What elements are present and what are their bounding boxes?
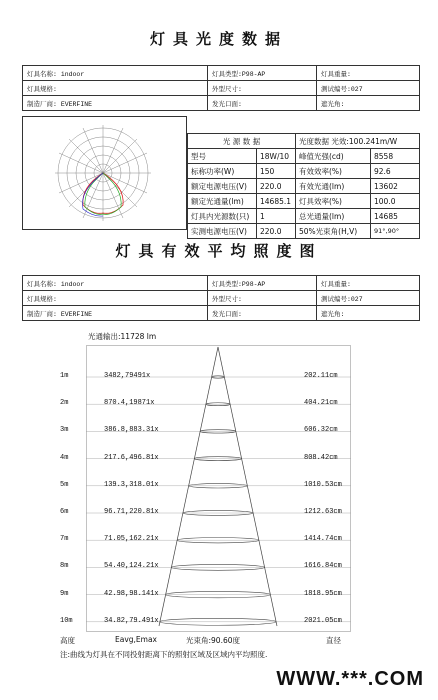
row-height-label: 9m: [60, 589, 69, 598]
spec-row: [188, 179, 420, 194]
row-diameter-label: 1616.84cm: [304, 562, 342, 571]
spec-cell: 额定电源电压(V): [188, 179, 257, 194]
spec-label: 灯具规格:: [27, 85, 57, 93]
row-height-label: 8m: [60, 562, 69, 571]
light-source-spec-table: [187, 133, 420, 239]
polar-light-distribution-diagram: [22, 116, 187, 230]
spec-row: [188, 194, 420, 209]
spec-cell: 13602: [371, 179, 420, 194]
spec-cell: 峰值光强(cd): [296, 149, 371, 164]
spec-cell: 220.0: [257, 179, 296, 194]
spec-cell: 14685: [371, 209, 420, 224]
row-height-label: 4m: [60, 453, 69, 462]
type-value: P98-AP: [241, 280, 266, 288]
test-value: 027: [350, 295, 363, 303]
row-illuminance-label: 3482,79491x: [104, 372, 151, 380]
shade-label: 遮光角:: [321, 310, 345, 318]
beam-angle-label: 光束角:90.60度: [186, 636, 240, 645]
spec-cell: 150: [257, 164, 296, 179]
row-diameter-label: 404.21cm: [304, 399, 338, 408]
row-height-label: 10m: [60, 616, 73, 625]
luminaire-info-table: [22, 65, 420, 111]
test-label: 测试编号:: [321, 295, 351, 303]
chart-note: 注:曲线为灯具在不同投射距离下的照射区域及区域内平均照度.: [60, 650, 268, 659]
maker-label: 制造厂商:: [27, 310, 57, 318]
spec-row: [188, 224, 420, 239]
row-diameter-label: 2021.05cm: [304, 616, 342, 625]
photometric-data-title: 灯具光度数据: [149, 30, 288, 48]
row-diameter-label: 1818.95cm: [304, 589, 342, 598]
row-illuminance-label: 54.40,124.21x: [104, 562, 159, 571]
spec-cell: 220.0: [257, 224, 296, 239]
row-height-label: 3m: [60, 426, 69, 435]
shade-label: 遮光角:: [321, 100, 345, 108]
flux-output-label: 光通输出:11728 lm: [88, 332, 157, 341]
illuminance-chart-title: 灯具有效平均照度图: [115, 242, 323, 260]
size-label: 外型尺寸:: [212, 85, 242, 93]
spec-label: 灯具规格:: [27, 295, 57, 303]
type-value: P98-AP: [241, 70, 266, 78]
row-diameter-label: 1010.53cm: [304, 480, 342, 489]
photometric-header: 光度数据 光效:100.241m/W: [296, 134, 420, 149]
row-illuminance-label: 217.6,496.81x: [104, 453, 159, 462]
row-illuminance-label: 386.8,883.31x: [104, 426, 159, 435]
spec-cell: 有效光通(lm): [296, 179, 371, 194]
row-illuminance-label: 139.3,318.01x: [104, 480, 159, 489]
row-illuminance-label: 42.98,98.141x: [104, 589, 159, 598]
name-value: indoor: [60, 280, 85, 288]
spec-cell: 灯具内光源数(只): [188, 209, 257, 224]
spec-cell: 18W/10: [257, 149, 296, 164]
light-source-header: 光 源 数 据: [188, 134, 296, 149]
name-label: 灯具名称:: [27, 70, 57, 78]
row-diameter-label: 808.42cm: [304, 453, 338, 462]
spec-cell: 有效效率(%): [296, 164, 371, 179]
row-illuminance-label: 96.71,220.81x: [104, 508, 159, 516]
luminaire-info-table-2: [22, 275, 420, 321]
row-height-label: 6m: [60, 508, 69, 516]
spec-cell: 100.0: [371, 194, 420, 209]
opening-label: 发光口面:: [212, 310, 242, 318]
weight-label: 灯具重量:: [321, 70, 351, 78]
type-label: 灯具类型:: [212, 280, 242, 288]
spec-cell: 8558: [371, 149, 420, 164]
row-diameter-label: 1212.63cm: [304, 508, 342, 516]
name-label: 灯具名称:: [27, 280, 57, 288]
spec-row: [188, 209, 420, 224]
size-label: 外型尺寸:: [212, 295, 242, 303]
polar-curve-svg: [23, 117, 186, 229]
row-height-label: 5m: [60, 480, 69, 489]
opening-label: 发光口面:: [212, 100, 242, 108]
spec-cell: 型号: [188, 149, 257, 164]
maker-value: EVERFINE: [60, 100, 93, 108]
spec-cell: 50%光束角(H,V): [296, 224, 371, 239]
row-height-label: 1m: [60, 372, 69, 380]
spec-cell: 灯具效率(%): [296, 194, 371, 209]
spec-cell: 1: [257, 209, 296, 224]
row-illuminance-label: 34.82,79.491x: [104, 616, 159, 625]
height-label: 高度: [60, 636, 75, 645]
spec-cell: 实测电源电压(V): [188, 224, 257, 239]
spec-cell: 14685.1: [257, 194, 296, 209]
spec-cell: 总光通量(lm): [296, 209, 371, 224]
row-diameter-label: 606.32cm: [304, 426, 338, 435]
row-illuminance-label: 71.05,162.21x: [104, 535, 159, 544]
eavg-emax-label: Eavg,Emax: [115, 635, 157, 644]
spec-cell: 92.6: [371, 164, 420, 179]
spec-cell: 额定光通量(lm): [188, 194, 257, 209]
spec-cell: 91°,90°: [371, 224, 420, 239]
test-label: 测试编号:: [321, 85, 351, 93]
test-value: 027: [350, 85, 363, 93]
spec-row: [188, 149, 420, 164]
spec-row: [188, 164, 420, 179]
type-label: 灯具类型:: [212, 70, 242, 78]
maker-label: 制造厂商:: [27, 100, 57, 108]
maker-value: EVERFINE: [60, 310, 93, 318]
row-illuminance-label: 870.4,19871x: [104, 399, 155, 408]
row-height-label: 7m: [60, 535, 69, 544]
row-height-label: 2m: [60, 399, 69, 408]
row-diameter-label: 202.11cm: [304, 372, 338, 380]
weight-label: 灯具重量:: [321, 280, 351, 288]
watermark-text: WWW.***.COM: [276, 668, 424, 690]
spec-cell: 标称功率(W): [188, 164, 257, 179]
name-value: indoor: [60, 70, 85, 78]
row-diameter-label: 1414.74cm: [304, 535, 342, 544]
diameter-label: 直径: [326, 636, 341, 645]
